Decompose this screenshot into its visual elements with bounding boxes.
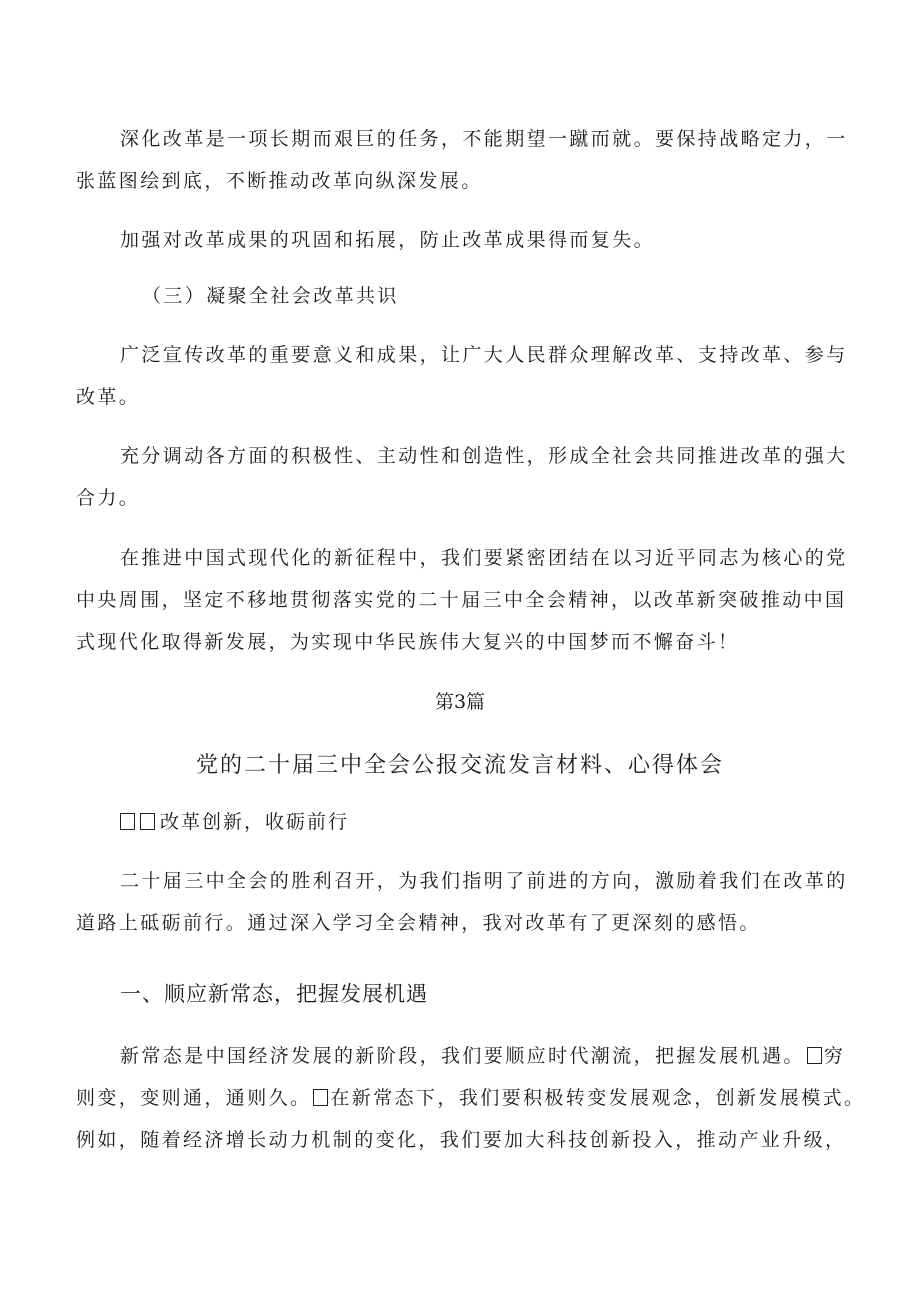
text-segment: 穷 [823, 1045, 846, 1067]
text-line: 例如，随着经济增长动力机制的变化，我们要加大科技创新投入，推动产业升级， [76, 1129, 847, 1151]
subheading: （三）凝聚全社会改革共识 [142, 285, 399, 307]
text-line: 改革。 [76, 386, 141, 408]
paragraph [76, 219, 860, 261]
text-line: 张蓝图绘到底，不断推动改革向纵深发展。 [76, 170, 483, 192]
paragraph [76, 537, 860, 663]
paragraph [76, 435, 860, 519]
text-line [76, 1035, 860, 1077]
text-line: 充分调动各方面的积极性、主动性和创造性，形成全社会共同推进改革的强大 [120, 445, 848, 467]
box-heading [120, 801, 349, 843]
piece-label: 第3篇 [434, 691, 486, 713]
missing-glyph-box-icon [313, 1089, 328, 1106]
text-line: 式现代化取得新发展，为实现中华民族伟大复兴的中国梦而不懈奋斗！ [76, 631, 740, 653]
missing-glyph-box-icon [140, 813, 155, 830]
text-line: 广泛宣传改革的重要意义和成果，让广大人民群众理解改革、支持改革、参与 [120, 344, 848, 366]
section-heading: 一、顺应新常态，把握发展机遇 [120, 982, 428, 1006]
paragraph [76, 118, 860, 202]
paragraph [76, 860, 860, 944]
paragraph [76, 334, 860, 418]
text-line: 加强对改革成果的巩固和拓展，防止改革成果得而复失。 [120, 229, 656, 251]
paragraph [76, 1035, 866, 1161]
text-line [76, 1077, 866, 1119]
text-segment: 新常态是中国经济发展的新阶段，我们要顺应时代潮流，把握发展机遇。 [120, 1045, 805, 1067]
text-line: 合力。 [76, 487, 141, 509]
text-line: 中央周围，坚定不移地贯彻落实党的二十届三中全会精神，以改革新突破推动中国 [76, 589, 847, 611]
text-segment: 则变，变则通，通则久。 [76, 1087, 312, 1109]
text-line: 二十届三中全会的胜利召开，为我们指明了前进的方向，激励着我们在改革的 [120, 870, 848, 892]
text-segment: 在新常态下，我们要积极转变发展观念，创新发展模式。 [330, 1087, 866, 1109]
text-line: 道路上砥砺前行。通过深入学习全会精神，我对改革有了更深刻的感悟。 [76, 912, 761, 934]
text-line: 在推进中国式现代化的新征程中，我们要紧密团结在以习近平同志为核心的党 [120, 547, 848, 569]
missing-glyph-box-icon [807, 1047, 822, 1064]
box-heading-text: 改革创新，收砺前行 [160, 811, 350, 833]
text-line: 深化改革是一项长期而艰巨的任务，不能期望一蹴而就。要保持战略定力，一 [120, 128, 848, 150]
missing-glyph-box-icon [120, 813, 135, 830]
document-title: 党的二十届三中全会公报交流发言材料、心得体会 [195, 753, 724, 778]
